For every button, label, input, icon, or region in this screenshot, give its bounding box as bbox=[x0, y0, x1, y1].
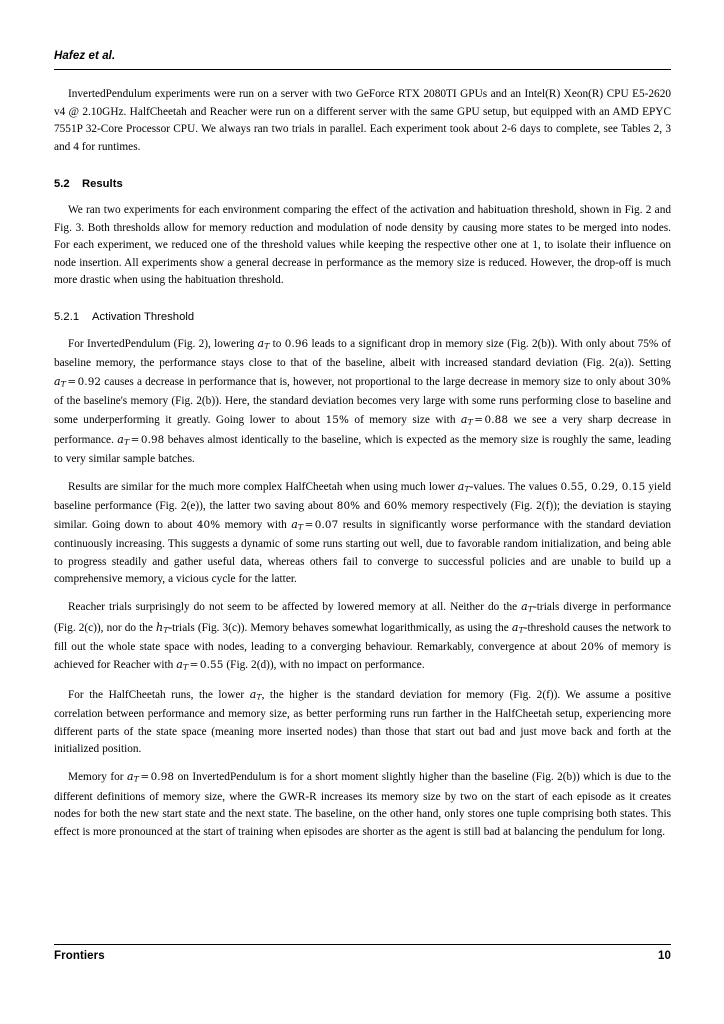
math-percent: 60% bbox=[383, 500, 408, 513]
math-number-list: 0.55, 0.29, 0.15 bbox=[560, 481, 646, 494]
footer-journal-name: Frontiers bbox=[54, 950, 105, 962]
footer-row bbox=[54, 950, 671, 962]
math-variable: a bbox=[54, 374, 61, 388]
math-subscript: T bbox=[123, 437, 130, 447]
math-percent: 30% bbox=[647, 375, 671, 388]
text-run: -trials (Fig. 3(c)). Memory behaves somewhat logarithmically, as using the bbox=[168, 621, 512, 634]
math-operator: = bbox=[67, 375, 77, 388]
text-run: leads to a significant drop in memory size (Fig. 2(b)). With only about 75% of baseline memory, the performance stays close to that of the baseline, albeit with increased standard deviation (Fig. 2(a)). Setting bbox=[54, 337, 671, 370]
paragraph-results-intro: We ran two experiments for each environment comparing the effect of the activation and habituation threshold, shown in Fig. 2 and Fig. 3. Both thresholds allow for memory reduction and modulation of node density by causing more states to be merged into nodes. For each experiment, we reduced one of the threshold values while keeping the respective other one at 1, to isolate their influence on node insertion. All experiments show a general decrease in performance as the memory size is reduced. However, the drop-off is much more drastic when using the habituation threshold. bbox=[54, 204, 671, 287]
math-percent: 40% bbox=[196, 518, 221, 531]
section-title: Results bbox=[82, 178, 123, 191]
spacer bbox=[54, 191, 671, 202]
math-a-sub-t bbox=[54, 375, 66, 388]
paragraph-hardware: InvertedPendulum experiments were run on a server with two GeForce RTX 2080TI GPUs and an Intel(R) Xeon(R) CPU E5-2620 v4 @ 2.10GHz. HalfCheetah and Reacher were run on a different server with the same GPU setup, but equipped with an AMD EPYC 7551P 32-Core Processor CPU. We always ran two trials in parallel. Each experiment took about 2-6 days to complete, see Tables 2, 3 and 4 for runtimes. bbox=[54, 88, 671, 153]
math-percent: 20% bbox=[580, 640, 605, 653]
math-number: 0.98 bbox=[140, 433, 165, 446]
text-run: results in significantly worse performance with the standard deviation continuously increasing. This suggests a dynamic of some runs starting out well, due to favorable random initialization, and being able to progress steadily and gather useful data, whereas others fail to converge to successful policies and are unable to build up a comprehensive memory, a vicious cycle for the latter. bbox=[54, 518, 671, 586]
text-run: yield baseline performance (Fig. 2(e)), the latter two saving about bbox=[54, 481, 671, 513]
math-variable: a bbox=[291, 517, 298, 531]
text-run: Memory for bbox=[68, 771, 127, 784]
math-subscript: T bbox=[264, 341, 270, 351]
math-operator: = bbox=[140, 771, 150, 784]
math-variable: a bbox=[257, 336, 265, 350]
math-a-sub-t bbox=[117, 433, 129, 446]
math-h-sub-t bbox=[156, 621, 168, 634]
math-variable: h bbox=[156, 620, 164, 634]
subsection-number: 5.2.1 bbox=[54, 310, 80, 323]
text-run: of memory is achieved for Reacher with bbox=[54, 640, 671, 672]
math-subscript: T bbox=[518, 625, 524, 635]
math-a-sub-t bbox=[512, 621, 524, 634]
math-a-sub-t bbox=[291, 518, 303, 531]
running-head bbox=[54, 50, 671, 70]
math-variable: a bbox=[117, 432, 124, 446]
math-variable: a bbox=[511, 620, 519, 634]
math-variable: a bbox=[460, 412, 468, 426]
paragraph-memory-note bbox=[54, 768, 671, 841]
document-body bbox=[54, 86, 671, 841]
text-run: on InvertedPendulum is for a short moment slightly higher than the baseline (Fig. 2(b)) which is due to the different definitions of memory size, where the GWR-R increases its memory size by two on the start of each episode as it creates nodes for both the new start state and the next state. The baseline, on the other hand, only stores one tuple comprising both states. This effect is more pronounced at the start of training when episodes are shorter as the agent is still bad at balancing the pendulum for long. bbox=[54, 771, 672, 838]
text-run: -trials diverge in performance (Fig. 2(c)), nor do the bbox=[54, 601, 671, 634]
math-percent: 80% bbox=[336, 500, 361, 513]
paragraph-inverted-pendulum bbox=[54, 335, 671, 469]
text-run: , the higher is the standard deviation for memory (Fig. 2(f)). We assume a positive correlation between performance and memory size, as better performing runs run farther in the HalfCheetah setup, experiencing more different parts of the state space (meaning more inserted nodes) than those that start out bad and just move back and forth at the initialized position. bbox=[54, 689, 671, 756]
math-number: 0.96 bbox=[284, 337, 309, 350]
page-footer bbox=[54, 944, 671, 962]
math-subscript: T bbox=[527, 604, 534, 614]
math-a-sub-t bbox=[521, 600, 533, 613]
text-run: For the HalfCheetah runs, the lower bbox=[68, 689, 250, 702]
math-subscript: T bbox=[256, 692, 262, 702]
math-a-sub-t bbox=[458, 480, 470, 493]
text-run: Reacher trials surprisingly do not seem to be affected by lowered memory at all. Neither do the bbox=[68, 601, 522, 614]
text-run: Results are similar for the much more complex HalfCheetah when using much lower bbox=[68, 481, 458, 494]
subsection-heading-activation-threshold bbox=[54, 310, 671, 324]
text-run: we see a very sharp decrease in performance. bbox=[54, 413, 672, 446]
math-a-sub-t bbox=[461, 413, 473, 426]
math-subscript: T bbox=[60, 379, 66, 389]
math-operator: = bbox=[304, 518, 314, 531]
math-number: 0.88 bbox=[484, 413, 509, 426]
math-subscript: T bbox=[467, 417, 473, 427]
footer-rule bbox=[54, 944, 671, 945]
text-run: and bbox=[360, 500, 384, 513]
math-operator: = bbox=[189, 659, 199, 672]
section-heading-results bbox=[54, 177, 671, 191]
math-variable: a bbox=[521, 600, 528, 614]
subsection-title: Activation Threshold bbox=[92, 310, 195, 323]
math-subscript: T bbox=[297, 522, 304, 532]
math-number: 0.55 bbox=[199, 659, 224, 672]
math-a-sub-t bbox=[176, 658, 188, 671]
text-run: For InvertedPendulum (Fig. 2), lowering bbox=[68, 337, 258, 350]
math-number: 0.07 bbox=[314, 518, 339, 531]
running-head-title: Hafez et al. bbox=[54, 50, 116, 62]
math-operator: = bbox=[474, 413, 484, 426]
math-number: 0.92 bbox=[77, 375, 102, 388]
paragraph-halfcheetah-runs bbox=[54, 686, 671, 759]
math-percent: 15% bbox=[325, 413, 349, 426]
text-run: of memory size with bbox=[348, 413, 461, 426]
math-subscript: T bbox=[182, 663, 189, 672]
spacer bbox=[54, 156, 671, 177]
text-run: memory respectively (Fig. 2(f)); the deviation is staying similar. Going down to about bbox=[54, 500, 671, 531]
math-subscript: T bbox=[464, 484, 470, 494]
text-run: memory with bbox=[220, 518, 292, 531]
text-run: to bbox=[269, 337, 285, 350]
text-run: (Fig. 2(d)), with no impact on performance. bbox=[223, 659, 425, 672]
math-a-sub-t bbox=[250, 688, 262, 701]
math-variable: a bbox=[126, 770, 134, 784]
math-a-sub-t bbox=[127, 770, 139, 783]
paragraph-reacher bbox=[54, 598, 671, 676]
math-subscript: T bbox=[133, 775, 139, 785]
math-variable: a bbox=[457, 480, 465, 494]
math-a-sub-t bbox=[258, 337, 270, 350]
section-number: 5.2 bbox=[54, 178, 70, 191]
spacer bbox=[54, 324, 671, 335]
text-run: of the baseline's memory (Fig. 2(b)). Here, the standard deviation becomes very large with some runs performing close to baseline and some underperforming it greatly. Going lower to about bbox=[54, 394, 671, 426]
footer-page-number: 10 bbox=[658, 950, 671, 962]
text-run: causes a decrease in performance that is, however, not proportional to the large decrease in memory size to only about bbox=[101, 375, 648, 388]
text-run: -values. The values bbox=[469, 481, 561, 494]
paragraph-halfcheetah bbox=[54, 478, 671, 589]
math-variable: a bbox=[249, 688, 257, 702]
text-run: -threshold causes the network to fill out the whole state space with nodes, leading to a converging behaviour. Remarkably, convergence at about bbox=[54, 621, 671, 653]
running-head-rule bbox=[54, 69, 671, 70]
math-variable: a bbox=[176, 658, 183, 672]
math-subscript: T bbox=[163, 625, 169, 635]
math-operator: = bbox=[130, 433, 140, 446]
math-number: 0.98 bbox=[150, 771, 175, 784]
spacer bbox=[54, 290, 671, 310]
text-run: behaves almost identically to the baseline, which is expected as the memory size is roughly the same, leading to very similar sample batches. bbox=[54, 433, 671, 466]
